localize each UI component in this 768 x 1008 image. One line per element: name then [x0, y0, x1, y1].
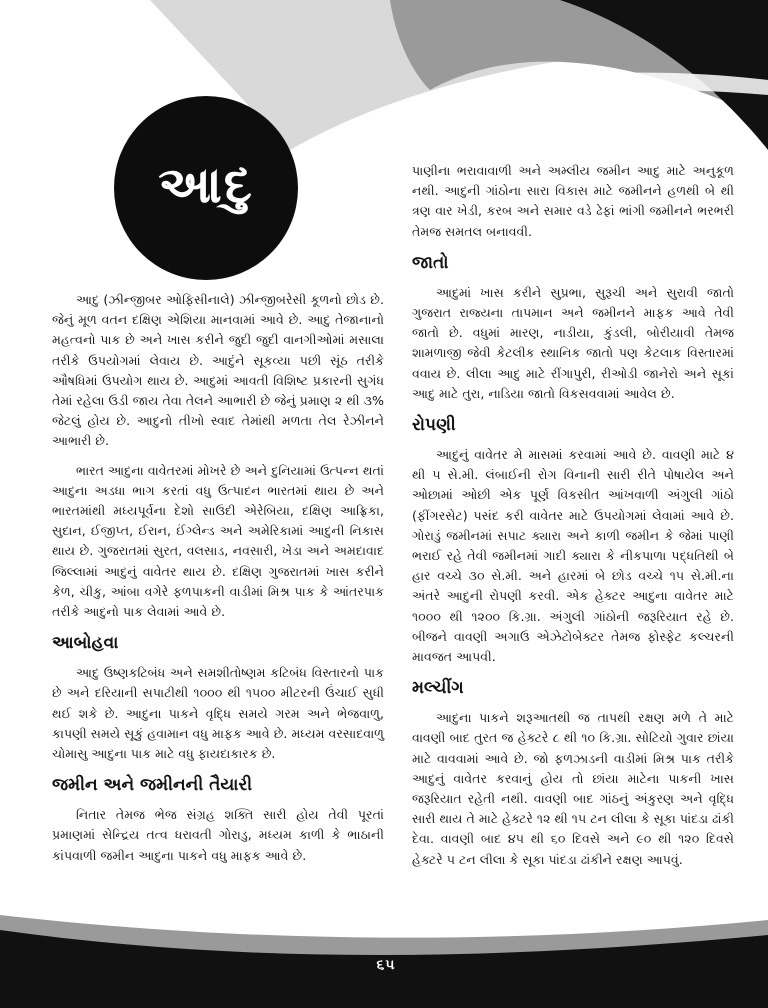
section-heading-varieties: જાતો [412, 252, 449, 273]
section-heading-soil: જમીન અને જમીનની તૈયારી [52, 775, 253, 796]
section-heading-climate: આબોહવા [52, 633, 119, 654]
title-circle [114, 96, 298, 280]
section-text-mulching: આદુના પાકને શરૂઆતથી જ તાપથી રક્ષણ મળે તે માટે વાવણી બાદ તુરત જ હેક્ટરે ૮ થી ૧૦ કિ.ગ્રા. સોટિયો ગુવાર છાંયા માટે વાવવામાં આવે છે. જો ફળઝાડની વાડીમાં મિશ્ર પાક તરીકે આદુનું વાવેતર કરવાનું હોય તો છાંયા માટેના પાકની ખાસ જરૂરિયાત રહેતી નથી. વાવણી બાદ ગાંઠનું અંકુરણ અને વૃદ્ધિ સારી થાય તે માટે હેક્ટરે ૧૨ થી ૧૫ ટન લીલા કે સૂકા પાંદડા ઢાંકી દેવા. વાવણી બાદ ૪૫ થી ૬૦ દિવસે અને ૯૦ થી ૧૨૦ દિવસે હેક્ટરે ૫ ટન લીલા કે સૂકા પાંદડા ઢાંકીને રક્ષણ આપવું. [412, 710, 734, 867]
section-text-varieties: આદુમાં ખાસ કરીને સુપ્રભા, સુરૂચી અને સુરાવી જાતો ગુજરાત રાજ્યના તાપમાન અને જમીનને માફક આવે તેવી જાતો છે. વધુમાં મારણ, નાડીયા, કુંડલી, બોરીયાવી તેમજ શામળાજી જેવી કેટલીક સ્થાનિક જાતો પણ કેટલાક વિસ્તારમાં વવાય છે. લીલા આદુ માટે રીંગાપુરી, રીઓડી જાનેરો અને સૂકાં આદુ માટે તુરા, નાડિયા જાતો વિકસવવામાં આવેલ છે. [412, 284, 734, 401]
section-heading-mulching: મલ્ચીંગ [412, 678, 464, 699]
soil-continued-paragraph: પાણીના ભરાવાવાળી અને અમ્લીય જમીન આદુ માટે અનુકૂળ નથી. આદુની ગાંઠોના સારા વિકાસ માટે જમીનને હળથી બે થી ત્રણ વાર ખેડી, કરબ અને સમાર વડે ઢેફાં ભાંગી જમીનને ભરભરી તેમજ સમતલ બનાવવી. [412, 163, 734, 239]
left-column [52, 290, 384, 875]
page-number: ૬૫ [376, 957, 396, 973]
section-text-climate: આદુ ઉષ્ણકટિબંધ અને સમશીતોષ્ણમ કટિબંધ વિસ્તારનો પાક છે અને દરિયાની સપાટીથી ૧૦૦૦ થી ૧૫૦૦ મીટરની ઉંચાઈ સુધી થઈ શકે છે. આદુના પાકને વૃદ્ધિ સમયે ગરમ અને ભેજવાળુ, કાપણી સમયે સૂકું હવામાન વધુ માફક આવે છે. મધ્યમ વરસાદવાળુ ચોમાસુ આદુના પાક માટે વધુ ફાયદાકારક છે. [52, 665, 384, 762]
section-text-soil: નિતાર તેમજ ભેજ સંગ્રહ શક્તિ સારી હોય તેવી પૂરતાં પ્રમાણમાં સેન્દ્રિય તત્વ ધરાવતી ગોરાડુ, મધ્યમ કાળી કે ભાઠાની કાંપવાળી જમીન આદુના પાકને વધુ માફક આવે છે. [52, 807, 384, 863]
intro-paragraph-2: ભારત આદુના વાવેતરમાં મોખરે છે અને દુનિયામાં ઉત્પન્ન થતાં આદુના અડધા ભાગ કરતાં વધુ ઉત્પાદન ભારતમાં થાય છે અને ભારતમાંથી મધ્યપૂર્વના દેશો સાઉદી એરેબિયા, દક્ષિણ આફ્રિકા, સુદાન, ઈજીપ્ત, ઈરાન, ઈંગ્લેન્ડ અને અમેરિકામાં આદુની નિકાસ થાય છે. ગુજરાતમાં સુરત, વલસાડ, નવસારી, ખેડા અને અમદાવાદ જિલ્લામાં આદુનું વાવેતર થાય છે. દક્ષિણ ગુજરાતમાં ખાસ કરીને કેળ, ચીકુ, આંબા વગેરે ફળપાકની વાડીમાં મિશ્ર પાક કે આંતરપાક તરીકે આદુનો પાક લેવામાં આવે છે. [52, 462, 384, 620]
intro-paragraph-1: આદુ (ઝીન્જીબર ઓફિસીનાલે) ઝીન્જીબરેસી કૂળનો છોડ છે. જેનું મૂળ વતન દક્ષિણ એશિયા માનવામાં આવે છે. આદુ તેજાનાનો મહત્વનો પાક છે અને ખાસ કરીને જુદી જુદી વાનગીઓમાં મસાલા તરીકે ઉપયોગમાં લેવાય છે. આદુંને સૂકવ્યા પછી સૂંઠ તરીકે ઔષધિમાં ઉપયોગ થાય છે. આદુમાં આવતી વિશિષ્ટ પ્રકારની સુગંધ તેમાં રહેલા ઉડી જાય તેવા તેલને આભારી છે જેનું પ્રમાણ ૨ થી ૩% જેટલું હોય છે. આદુનો તીખો સ્વાદ તેમાંથી મળતા તેલ રેઝીનને આભારી છે. [52, 292, 384, 449]
section-text-planting: આદુનું વાવેતર મે માસમાં કરવામાં આવે છે. વાવણી માટે ૪ થી ૫ સે.મી. લંબાઈની રોગ વિનાની સારી રીતે પોષાયેલ અને ઓછામાં ઓછી એક પૂર્ણ વિકસીત આંખવાળી અંગુલી ગાંઠો (ફીંગરસેટ) પસંદ કરી વાવેતર માટે ઉપયોગમાં લેવામાં આવે છે. ગોરાડું જમીનમાં સપાટ ક્યારા અને કાળી જમીન કે જેમાં પાણી ભરાઈ રહે તેવી જમીનમાં ગાદી ક્યારા કે નીકપાળા પદ્ધતિથી બે હાર વચ્ચે ૩૦ સે.મી. અને હારમાં બે છોડ વચ્ચે ૧૫ સે.મી.ના અંતરે આદુની રોપણી કરવી. એક હેક્ટર આદુના વાવેતર માટે ૧૦૦૦ થી ૧૨૦૦ કિ.ગ્રા. અંગુલી ગાંઠોની જરૂરિયાત રહે છે. બીજને વાવણી અગાઉ એઝેટોબેક્ટર તેમજ ફોસ્ફેટ કલ્ચરની માવજત આપવી. [412, 447, 734, 665]
section-heading-planting: રોપણી [412, 415, 456, 436]
page-title: આદુ [158, 155, 254, 214]
right-column [412, 161, 734, 879]
